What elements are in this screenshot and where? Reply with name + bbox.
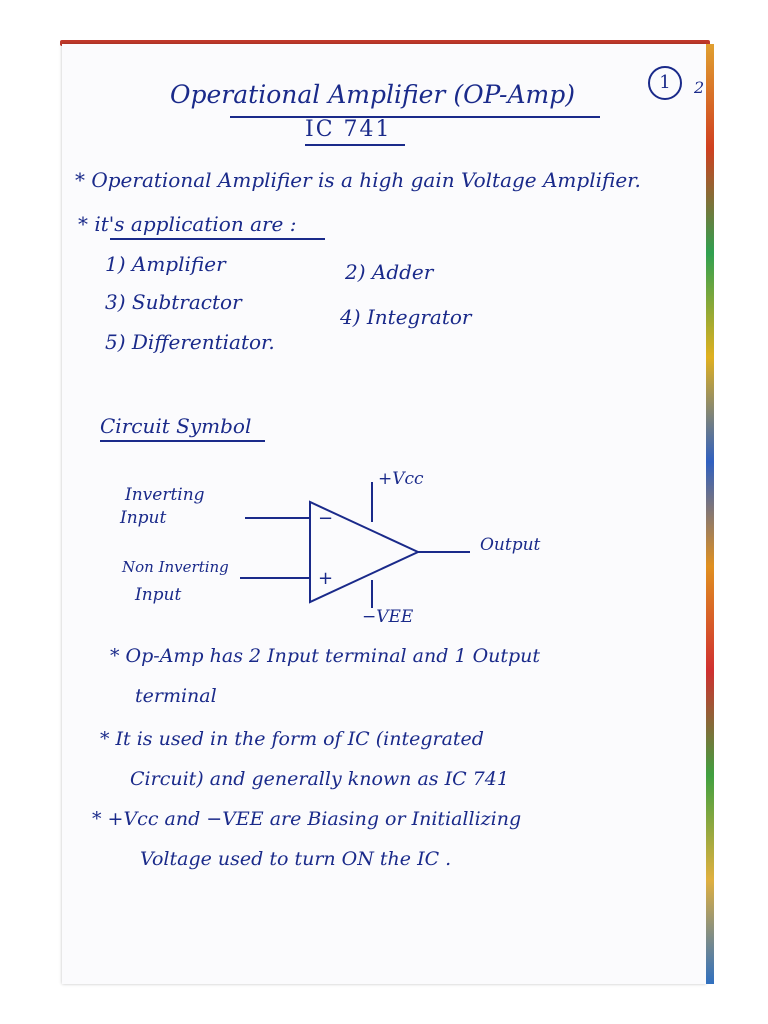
- application-item: 1) Amplifier: [105, 252, 226, 276]
- vee-label: −VEE: [362, 607, 414, 627]
- note-item: * +Vcc and −VEE are Biasing or Initiallizing: [92, 808, 522, 830]
- application-item: 5) Differentiator.: [105, 330, 275, 354]
- page-number: 1: [648, 66, 682, 100]
- note-item-continued: Circuit) and generally known as IC 741: [130, 768, 509, 790]
- applications-underline: [110, 238, 325, 240]
- circuit-symbol-heading: Circuit Symbol: [100, 414, 252, 438]
- inverting-label-1: Inverting: [125, 485, 205, 505]
- note-item-continued: terminal: [135, 685, 217, 707]
- noninverting-label-2: Input: [135, 585, 182, 605]
- note-item: * Op-Amp has 2 Input terminal and 1 Output: [110, 645, 541, 667]
- page-subtitle: IC 741: [305, 117, 392, 142]
- application-item: 2) Adder: [345, 260, 434, 284]
- application-item: 4) Integrator: [340, 305, 472, 329]
- op-amp-diagram: [100, 460, 600, 640]
- page-title: Operational Amplifier (OP-Amp): [170, 80, 575, 109]
- applications-heading: * it's application are :: [78, 212, 297, 236]
- notebook-side-edge: [706, 44, 714, 984]
- note-item: * It is used in the form of IC (integrated: [100, 728, 484, 750]
- output-label: Output: [480, 535, 541, 555]
- definition-line: * Operational Amplifier is a high gain Voltage Amplifier.: [75, 168, 641, 192]
- circuit-heading-underline: [100, 440, 265, 442]
- noninverting-label-1: Non Inverting: [122, 558, 229, 576]
- inverting-label-2: Input: [120, 508, 167, 528]
- note-item-continued: Voltage used to turn ON the IC .: [140, 848, 452, 870]
- page-number-next: 2: [694, 78, 705, 97]
- title-underline: [230, 116, 600, 118]
- minus-sign: −: [318, 508, 334, 529]
- vcc-label: +Vcc: [378, 469, 424, 489]
- plus-sign: +: [318, 568, 334, 589]
- subtitle-underline: [305, 144, 405, 146]
- application-item: 3) Subtractor: [105, 290, 242, 314]
